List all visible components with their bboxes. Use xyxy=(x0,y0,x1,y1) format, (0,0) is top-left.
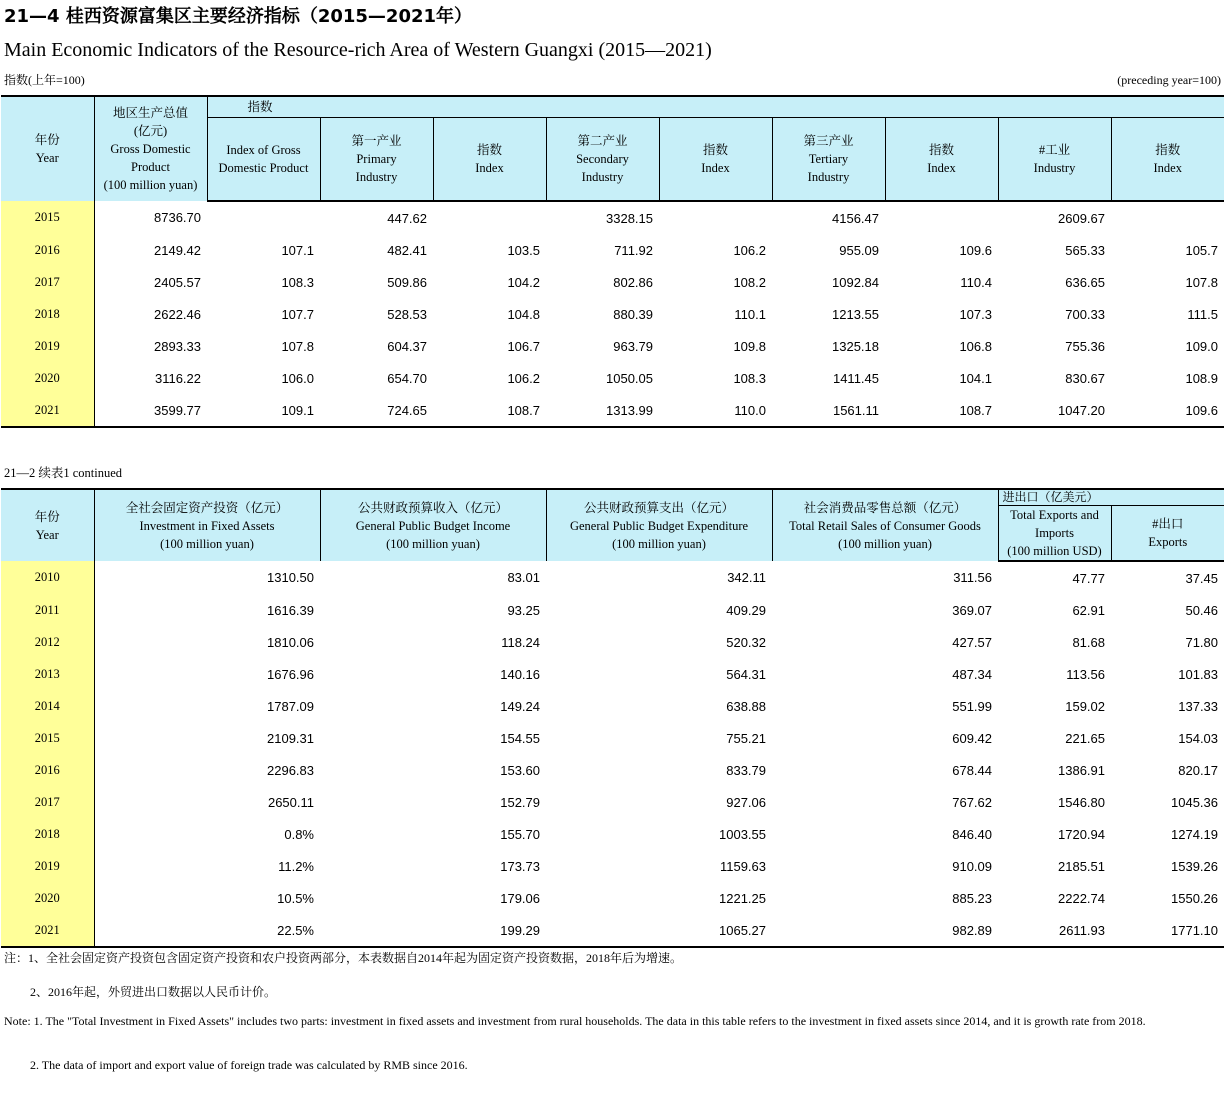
header-secondary: 第二产业 Secondary Industry xyxy=(546,117,659,201)
value-cell: 1213.55 xyxy=(832,306,879,322)
value-cell: 755.21 xyxy=(726,730,766,746)
value-cell: 955.09 xyxy=(839,242,879,258)
value-cell: 820.17 xyxy=(1178,762,1219,778)
value-cell: 108.9 xyxy=(1185,370,1219,386)
value-cell: 0.8% xyxy=(284,826,314,842)
value-cell: 1676.96 xyxy=(267,666,314,682)
value-cell: 520.32 xyxy=(726,634,766,650)
value-cell: 1045.36 xyxy=(1171,794,1219,810)
table-row xyxy=(1,362,1224,394)
value-cell: 105.7 xyxy=(1185,242,1219,258)
value-cell: 173.73 xyxy=(500,858,540,874)
value-cell: 107.8 xyxy=(281,338,314,354)
value-cell: 1274.19 xyxy=(1171,826,1219,842)
value-cell: 482.41 xyxy=(387,242,427,258)
indicators-table xyxy=(1,95,1224,428)
year-cell: 2021 xyxy=(1,394,94,427)
value-cell: 137.33 xyxy=(1178,698,1219,714)
value-cell: 2893.33 xyxy=(154,338,201,354)
header-exports: #出口 Exports xyxy=(1111,506,1224,562)
value-cell: 110.4 xyxy=(960,274,992,290)
value-cell: 10.5% xyxy=(277,890,314,906)
value-cell: 1561.11 xyxy=(772,394,885,427)
value-cell: 2185.51 xyxy=(1058,858,1105,874)
value-cell: 107.8 xyxy=(1185,274,1219,290)
year-cell: 2017 xyxy=(1,786,94,818)
header-year: 年份 Year xyxy=(1,96,94,201)
value-cell: 199.29 xyxy=(320,914,546,947)
value-cell: 159.02 xyxy=(1065,698,1105,714)
page-title-cn: 21—4 桂西资源富集区主要经济指标（2015—2021年） xyxy=(4,6,473,27)
value-cell: 636.65 xyxy=(1065,274,1105,290)
header-index-group: 指数 xyxy=(207,96,1224,117)
value-cell: 108.3 xyxy=(281,274,314,290)
year-cell: 2018 xyxy=(1,298,94,330)
value-cell: 1050.05 xyxy=(606,370,653,386)
value-cell: 110.0 xyxy=(659,394,772,427)
value-cell: 1159.63 xyxy=(719,858,766,874)
header-year-2: 年份 Year xyxy=(1,489,94,561)
unit-label-cn: 指数(上年=100) xyxy=(4,73,85,87)
table-row xyxy=(1,882,1224,914)
table-row xyxy=(1,594,1224,626)
value-cell: 2609.67 xyxy=(1058,210,1105,226)
table-row xyxy=(1,818,1224,850)
value-cell: 2405.57 xyxy=(154,274,201,290)
year-cell: 2015 xyxy=(1,722,94,754)
value-cell: 487.34 xyxy=(952,666,992,682)
value-cell: 1411.45 xyxy=(832,370,879,386)
value-cell: 118.24 xyxy=(501,634,540,650)
value-cell: 1720.94 xyxy=(1058,826,1105,842)
value-cell: 427.57 xyxy=(952,634,992,650)
value-cell: 551.99 xyxy=(952,698,992,714)
value-cell xyxy=(207,201,320,234)
year-cell: 2012 xyxy=(1,626,94,658)
header-trade-group: 进出口（亿美元） xyxy=(998,489,1224,506)
value-cell: 108.2 xyxy=(733,274,766,290)
value-cell: 109.6 xyxy=(959,242,992,258)
value-cell: 106.2 xyxy=(507,370,540,386)
header-tertiary: 第三产业 Tertiary Industry xyxy=(772,117,885,201)
header-trade-total: Total Exports and Imports (100 million USD) xyxy=(998,506,1111,562)
value-cell: 3599.77 xyxy=(94,394,207,427)
table-row xyxy=(1,330,1224,362)
header-investment: 全社会固定资产投资（亿元） Investment in Fixed Assets (100 million yuan) xyxy=(94,489,320,561)
value-cell: 447.62 xyxy=(387,210,427,226)
value-cell: 638.88 xyxy=(726,698,766,714)
value-cell: 153.60 xyxy=(500,762,540,778)
note-en-2: 2. The data of import and export value of foreign trade was calculated by RMB since 2016. xyxy=(30,1058,468,1072)
value-cell: 963.79 xyxy=(613,338,653,354)
value-cell xyxy=(1111,201,1224,234)
value-cell: 108.7 xyxy=(433,394,546,427)
value-cell: 2622.46 xyxy=(154,306,201,322)
value-cell: 149.24 xyxy=(500,698,540,714)
value-cell: 2222.74 xyxy=(1058,890,1105,906)
value-cell: 50.46 xyxy=(1185,602,1219,618)
value-cell: 93.25 xyxy=(507,602,540,618)
indicators-table-continued xyxy=(1,488,1224,948)
value-cell: 1550.26 xyxy=(1171,890,1219,906)
year-cell: 2016 xyxy=(1,234,94,266)
value-cell: 833.79 xyxy=(726,762,766,778)
table-row xyxy=(1,914,1224,947)
year-cell: 2016 xyxy=(1,754,94,786)
value-cell: 3328.15 xyxy=(606,210,653,226)
value-cell: 108.7 xyxy=(885,394,998,427)
value-cell: 154.55 xyxy=(500,730,540,746)
table2-caption: 21—2 续表1 continued xyxy=(4,466,123,480)
table-row xyxy=(1,850,1224,882)
header-secondary-index: 指数 Index xyxy=(659,117,772,201)
value-cell: 108.3 xyxy=(733,370,766,386)
header-industry-index: 指数 Index xyxy=(1111,117,1224,201)
value-cell: 107.7 xyxy=(281,306,314,322)
value-cell: 140.16 xyxy=(500,666,540,682)
value-cell: 37.45 xyxy=(1185,570,1219,586)
value-cell: 2650.11 xyxy=(267,794,314,810)
value-cell xyxy=(659,201,772,234)
year-cell: 2015 xyxy=(1,201,94,234)
value-cell: 885.23 xyxy=(952,890,992,906)
value-cell: 767.62 xyxy=(952,794,992,810)
header-gdp-index: Index of Gross Domestic Product xyxy=(207,117,320,201)
header-budget-income: 公共财政预算收入（亿元） General Public Budget Income (100 million yuan) xyxy=(320,489,546,561)
year-cell: 2020 xyxy=(1,362,94,394)
year-cell: 2020 xyxy=(1,882,94,914)
value-cell: 927.06 xyxy=(726,794,766,810)
value-cell: 910.09 xyxy=(952,858,992,874)
value-cell: 604.37 xyxy=(387,338,427,354)
value-cell: 47.77 xyxy=(1072,570,1105,586)
table-row xyxy=(1,658,1224,690)
value-cell: 700.33 xyxy=(1065,306,1105,322)
value-cell: 755.36 xyxy=(1065,338,1105,354)
value-cell: 113.56 xyxy=(1066,666,1105,682)
header-primary: 第一产业 Primary Industry xyxy=(320,117,433,201)
value-cell: 2296.83 xyxy=(267,762,314,778)
value-cell: 1313.99 xyxy=(546,394,659,427)
value-cell: 509.86 xyxy=(387,274,427,290)
value-cell xyxy=(433,201,546,234)
year-cell: 2019 xyxy=(1,850,94,882)
value-cell: 103.5 xyxy=(507,242,540,258)
value-cell: 11.2% xyxy=(278,858,314,874)
value-cell: 1221.25 xyxy=(719,890,766,906)
value-cell: 830.67 xyxy=(1065,370,1105,386)
value-cell: 1047.20 xyxy=(998,394,1111,427)
value-cell: 311.56 xyxy=(953,570,992,585)
value-cell: 104.2 xyxy=(507,274,540,290)
value-cell: 155.70 xyxy=(500,826,540,842)
value-cell: 724.65 xyxy=(320,394,433,427)
year-cell: 2014 xyxy=(1,690,94,722)
value-cell: 2109.31 xyxy=(267,730,314,746)
value-cell: 71.80 xyxy=(1185,634,1219,650)
header-primary-index: 指数 Index xyxy=(433,117,546,201)
value-cell: 62.91 xyxy=(1072,602,1105,618)
value-cell: 565.33 xyxy=(1065,242,1105,258)
value-cell: 83.01 xyxy=(507,570,540,585)
value-cell: 8736.70 xyxy=(154,210,201,225)
header-budget-expenditure: 公共财政预算支出（亿元） General Public Budget Expenditure (100 million yuan) xyxy=(546,489,772,561)
value-cell: 106.7 xyxy=(507,338,540,354)
value-cell: 107.1 xyxy=(281,242,314,258)
value-cell: 106.0 xyxy=(281,370,314,386)
year-cell: 2018 xyxy=(1,818,94,850)
value-cell: 2149.42 xyxy=(154,242,201,258)
table-row xyxy=(1,561,1224,594)
note-en-1: Note: 1. The "Total Investment in Fixed Assets" includes two parts: investment in fixed assets and investment from rural households. The data in this table refers to the investment in fixed assets since 2014, and it is growth rate from 2018. xyxy=(4,1014,1146,1028)
value-cell: 654.70 xyxy=(387,370,427,386)
value-cell: 982.89 xyxy=(772,914,998,947)
year-cell: 2010 xyxy=(1,561,94,594)
year-cell: 2011 xyxy=(1,594,94,626)
note-cn-2: 2、2016年起，外贸进出口数据以人民币计价。 xyxy=(30,985,277,999)
unit-label-en: (preceding year=100) xyxy=(1117,73,1221,87)
value-cell: 1065.27 xyxy=(546,914,772,947)
value-cell: 104.1 xyxy=(959,370,992,386)
value-cell: 104.8 xyxy=(507,306,540,322)
value-cell: 342.11 xyxy=(727,570,766,585)
value-cell: 1616.39 xyxy=(267,602,314,618)
value-cell: 106.8 xyxy=(959,338,992,354)
table-row xyxy=(1,201,1224,234)
value-cell: 106.2 xyxy=(733,242,766,258)
value-cell: 152.79 xyxy=(500,794,540,810)
page-title-en: Main Economic Indicators of the Resource-rich Area of Western Guangxi (2015—2021) xyxy=(4,39,712,61)
value-cell: 3116.22 xyxy=(154,370,201,386)
value-cell: 101.83 xyxy=(1178,666,1219,682)
table-row xyxy=(1,394,1224,427)
value-cell: 802.86 xyxy=(613,274,653,290)
value-cell: 1003.55 xyxy=(719,826,766,842)
note-cn-1: 注：1、全社会固定资产投资包含固定资产投资和农户投资两部分，本表数据自2014年起为固定资产投资数据，2018年后为增速。 xyxy=(4,951,683,965)
table-row xyxy=(1,690,1224,722)
value-cell: 609.42 xyxy=(952,730,992,746)
year-cell: 2021 xyxy=(1,914,94,947)
value-cell: 81.68 xyxy=(1072,634,1105,650)
table-row xyxy=(1,298,1224,330)
value-cell: 1386.91 xyxy=(1058,762,1105,778)
value-cell: 2611.93 xyxy=(998,914,1111,947)
value-cell: 678.44 xyxy=(952,762,992,778)
value-cell: 22.5% xyxy=(94,914,320,947)
value-cell: 1810.06 xyxy=(267,634,314,650)
value-cell: 409.29 xyxy=(726,602,766,618)
value-cell: 880.39 xyxy=(613,306,653,322)
value-cell: 1325.18 xyxy=(832,338,879,354)
value-cell xyxy=(885,201,998,234)
value-cell: 564.31 xyxy=(726,666,766,682)
value-cell: 109.8 xyxy=(733,338,766,354)
table-row xyxy=(1,754,1224,786)
value-cell: 221.65 xyxy=(1065,730,1105,746)
year-cell: 2017 xyxy=(1,266,94,298)
value-cell: 109.0 xyxy=(1185,338,1219,354)
header-retail-sales: 社会消费品零售总额（亿元） Total Retail Sales of Consumer Goods (100 million yuan) xyxy=(772,489,998,561)
value-cell: 846.40 xyxy=(952,826,992,842)
value-cell: 1310.50 xyxy=(267,570,314,585)
value-cell: 154.03 xyxy=(1178,730,1219,746)
value-cell: 4156.47 xyxy=(832,210,879,226)
table-row xyxy=(1,786,1224,818)
header-industry: #工业 Industry xyxy=(998,117,1111,201)
value-cell: 528.53 xyxy=(387,306,427,322)
table-row xyxy=(1,234,1224,266)
value-cell: 110.1 xyxy=(734,306,766,322)
value-cell: 109.6 xyxy=(1111,394,1224,427)
value-cell: 1539.26 xyxy=(1171,858,1219,874)
value-cell: 711.92 xyxy=(614,242,653,258)
value-cell: 1546.80 xyxy=(1058,794,1105,810)
header-tertiary-index: 指数 Index xyxy=(885,117,998,201)
value-cell: 1092.84 xyxy=(832,274,879,290)
year-cell: 2019 xyxy=(1,330,94,362)
value-cell: 1787.09 xyxy=(267,698,314,714)
value-cell: 109.1 xyxy=(207,394,320,427)
value-cell: 111.5 xyxy=(1187,306,1219,322)
value-cell: 369.07 xyxy=(952,602,992,618)
value-cell: 179.06 xyxy=(500,890,540,906)
table-row xyxy=(1,266,1224,298)
value-cell: 1771.10 xyxy=(1111,914,1224,947)
value-cell: 107.3 xyxy=(959,306,992,322)
table-row xyxy=(1,626,1224,658)
year-cell: 2013 xyxy=(1,658,94,690)
header-gdp: 地区生产总值 (亿元) Gross Domestic Product (100 million yuan) xyxy=(94,96,207,201)
table-row xyxy=(1,722,1224,754)
